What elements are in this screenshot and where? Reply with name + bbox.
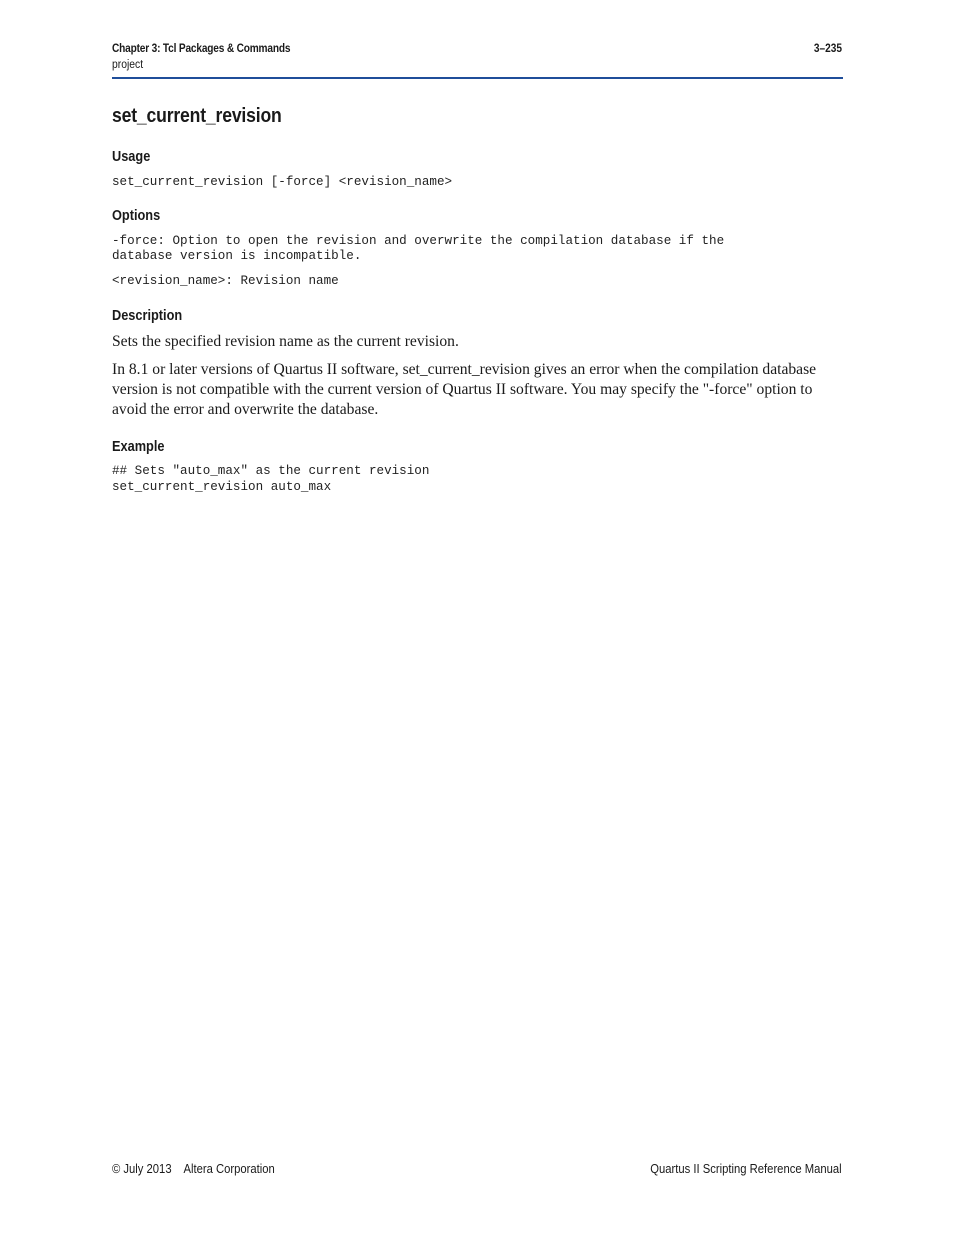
page-title: set_current_revision [112,105,282,127]
example-code-line-2: set_current_revision auto_max [112,480,332,494]
header-rule [112,77,843,79]
usage-code: set_current_revision [-force] <revision_name> [112,175,453,189]
running-header-section: project [112,59,144,71]
options-heading: Options [112,208,161,224]
usage-heading: Usage [112,149,151,165]
footer-manual-title: Quartus II Scripting Reference Manual [650,1162,842,1176]
description-paragraph-2: In 8.1 or later versions of Quartus II software, set_current_revision gives an error when the compilation database version is not compatible with the current version of Quartus II software. You may specify the "-force" option to avoid the error and overwrite the database. [112,361,817,418]
running-header-chapter: Chapter 3: Tcl Packages & Commands [112,43,291,55]
description-heading: Description [112,308,183,324]
option-force-line-2: database version is incompatible. [112,249,362,263]
footer-copyright: © July 2013 Altera Corporation [112,1162,275,1176]
example-code-line-1: ## Sets "auto_max" as the current revision [112,464,430,478]
example-heading: Example [112,439,165,455]
option-revision-name: <revision_name>: Revision name [112,274,339,288]
description-paragraph-1: Sets the specified revision name as the current revision. [112,333,459,350]
option-force-line-1: -force: Option to open the revision and overwrite the compilation database if the [112,234,725,248]
page-number: 3–235 [813,43,842,55]
